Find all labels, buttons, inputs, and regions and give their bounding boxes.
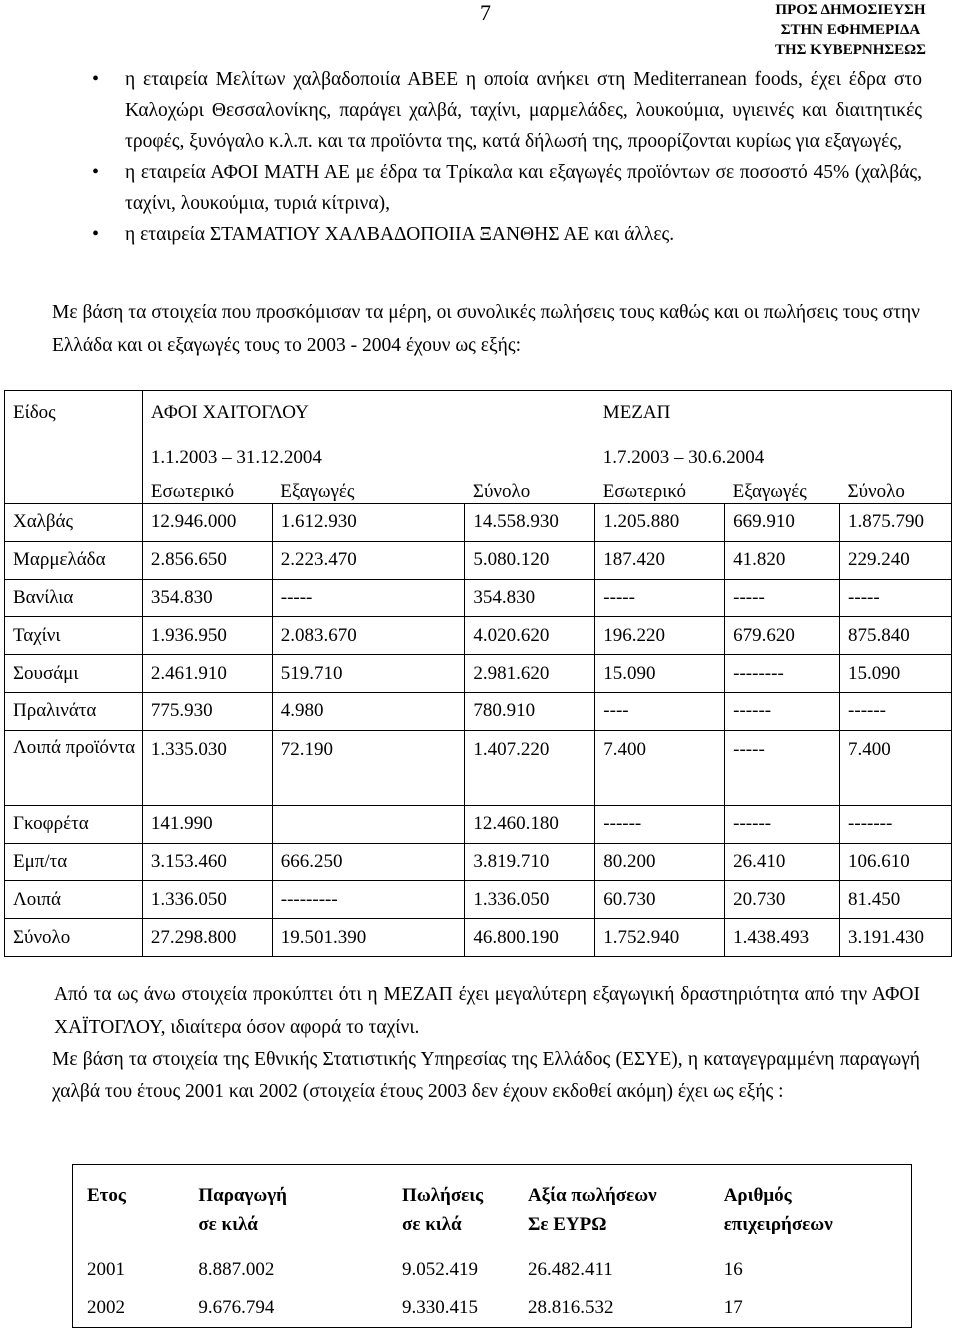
- table-cell: 12.946.000: [142, 504, 272, 542]
- table-cell: -----: [725, 730, 840, 805]
- table-row: [5, 881, 952, 919]
- sub-header: Εσωτερικό: [595, 469, 725, 504]
- table-row: [5, 692, 952, 730]
- column-header: Παραγωγή σε κιλά: [198, 1185, 287, 1235]
- stamp-line: ΤΗΣ ΚΥΒΕΡΝΗΣΕΩΣ: [774, 42, 926, 58]
- table-cell: 72.190: [272, 730, 465, 805]
- table-cell: 26.410: [725, 843, 840, 881]
- table-cell: 519.710: [272, 655, 465, 693]
- page-number: 7: [480, 0, 491, 25]
- row-label: Εμπ/τα: [5, 843, 143, 881]
- table-cell: 3.153.460: [142, 843, 272, 881]
- table-cell: 46.800.190: [465, 919, 595, 957]
- table-cell: ------: [840, 692, 952, 730]
- table-cell: 17: [723, 1297, 743, 1318]
- table-cell: 1.407.220: [465, 730, 595, 805]
- table-cell: 666.250: [272, 843, 465, 881]
- table-row: [73, 1251, 912, 1289]
- table-cell: 12.460.180: [465, 805, 595, 843]
- table-row: [5, 541, 952, 579]
- table-cell: 15.090: [595, 655, 725, 693]
- company-a-period: 1.1.2003 – 31.12.2004: [150, 447, 322, 468]
- table-cell: 1.752.940: [595, 919, 725, 957]
- table-cell: 2.981.620: [465, 655, 595, 693]
- row-label: Σουσάμι: [5, 655, 143, 693]
- column-header: Ετος: [87, 1185, 126, 1206]
- company-bullet-list: [52, 64, 922, 250]
- production-table: [72, 1164, 912, 1328]
- table-cell: ---------: [272, 881, 465, 919]
- table-cell: 775.930: [142, 692, 272, 730]
- table-cell: 3.191.430: [840, 919, 952, 957]
- publication-stamp: [775, 0, 926, 60]
- table-cell: ------: [595, 805, 725, 843]
- table-row: [5, 579, 952, 617]
- table-cell: 26.482.411: [527, 1259, 613, 1280]
- table-cell: 28.816.532: [527, 1297, 614, 1318]
- table-row: [5, 919, 952, 957]
- table-cell: 81.450: [840, 881, 952, 919]
- table-row: [5, 805, 952, 843]
- table-row: [5, 617, 952, 655]
- row-label: Πραλινάτα: [5, 692, 143, 730]
- table-cell: 1.875.790: [840, 504, 952, 542]
- table-cell: 41.820: [725, 541, 840, 579]
- table-cell: 80.200: [595, 843, 725, 881]
- table-row: [5, 730, 952, 805]
- table-cell: 354.830: [465, 579, 595, 617]
- table-row: [5, 843, 952, 881]
- table-cell: 60.730: [595, 881, 725, 919]
- table-cell: 27.298.800: [142, 919, 272, 957]
- company-b-name: ΜΕΖΑΠ: [595, 391, 952, 436]
- table-cell: 196.220: [595, 617, 725, 655]
- row-label: Λοιπά προϊόντα: [5, 730, 143, 805]
- table-cell: --------: [725, 655, 840, 693]
- table-cell: 1.336.050: [465, 881, 595, 919]
- table-cell: 1.612.930: [272, 504, 465, 542]
- column-header: Αξία πωλήσεων Σε ΕΥΡΩ: [527, 1185, 657, 1235]
- table-cell: 5.080.120: [465, 541, 595, 579]
- table-cell: 1.335.030: [142, 730, 272, 805]
- table-cell: 16: [723, 1259, 743, 1280]
- table-cell: ------: [725, 692, 840, 730]
- stamp-line: ΣΤΗΝ ΕΦΗΜΕΡΙΔΑ: [780, 22, 921, 38]
- row-label: Μαρμελάδα: [5, 541, 143, 579]
- table-cell: 3.819.710: [465, 843, 595, 881]
- company-a-name: ΑΦΟΙ ΧΑΙΤΟΓΛΟΥ: [142, 391, 594, 436]
- table-cell: -------: [840, 805, 952, 843]
- table-cell: 669.910: [725, 504, 840, 542]
- table-cell: 187.420: [595, 541, 725, 579]
- column-header: Πωλήσεις σε κιλά: [402, 1185, 484, 1235]
- table-cell: 14.558.930: [465, 504, 595, 542]
- table-cell: [272, 805, 465, 843]
- table-cell: 2.083.670: [272, 617, 465, 655]
- bullet-item: • η εταιρεία ΣΤΑΜΑΤΙΟΥ ΧΑΛΒΑΔΟΠΟΙΙΑ ΞΑΝΘΗΣ ΑΕ και άλλες.: [52, 219, 922, 250]
- row-label: Γκοφρέτα: [5, 805, 143, 843]
- table-row: [5, 504, 952, 542]
- row-label: Χαλβάς: [5, 504, 143, 542]
- table-row: [73, 1289, 912, 1328]
- table-cell: 106.610: [840, 843, 952, 881]
- table-cell: -----: [595, 579, 725, 617]
- table-cell: 7.400: [840, 730, 952, 805]
- table-cell: -----: [272, 579, 465, 617]
- table-cell: 780.910: [465, 692, 595, 730]
- table-cell: 4.980: [272, 692, 465, 730]
- table-cell: 9.052.419: [402, 1259, 479, 1280]
- sub-header: Εξαγωγές: [272, 469, 465, 504]
- esye-paragraph: Με βάση τα στοιχεία της Εθνικής Στατιστικής Υπηρεσίας της Ελλάδος (ΕΣΥΕ), η καταγεγραμμένη παραγωγή χαλβά του έτους 2001 και 2002 (στοιχεία έτους 2003 δεν έχουν εκδοθεί ακόμη) έχει ως εξής :: [52, 1049, 920, 1102]
- table-cell: 2.223.470: [272, 541, 465, 579]
- row-label: Λοιπά: [5, 881, 143, 919]
- table-cell: 1.205.880: [595, 504, 725, 542]
- table-cell: 1.936.950: [142, 617, 272, 655]
- table-cell: 1.336.050: [142, 881, 272, 919]
- table-cell: 19.501.390: [272, 919, 465, 957]
- table-cell: 141.990: [142, 805, 272, 843]
- table-cell: -----: [725, 579, 840, 617]
- company-b-period: 1.7.2003 – 30.6.2004: [595, 435, 952, 469]
- table-row: [5, 655, 952, 693]
- sub-header: Σύνολο: [840, 469, 952, 504]
- sub-header: Εξαγωγές: [725, 469, 840, 504]
- table-cell: ------: [725, 805, 840, 843]
- table-cell: 2.461.910: [142, 655, 272, 693]
- sales-table: [4, 390, 952, 957]
- kind-header: Είδος: [5, 391, 143, 436]
- table-cell: 229.240: [840, 541, 952, 579]
- table-cell: 875.840: [840, 617, 952, 655]
- table-cell: 7.400: [595, 730, 725, 805]
- table-cell: 2.856.650: [142, 541, 272, 579]
- table-cell: 9.676.794: [198, 1297, 275, 1318]
- table-cell: 15.090: [840, 655, 952, 693]
- table-cell: 4.020.620: [465, 617, 595, 655]
- conclusion-paragraph: Από τα ως άνω στοιχεία προκύπτει ότι η ΜΕΖΑΠ έχει μεγαλύτερη εξαγωγική δραστηριότητα από την ΑΦΟΙ ΧΑΪΤΟΓΛΟΥ, ιδιαίτερα όσον αφορά το ταχίνι.: [54, 984, 920, 1038]
- bullet-item: • η εταιρεία ΑΦΟΙ ΜΑΤΗ ΑΕ με έδρα τα Τρίκαλα και εξαγωγές προϊόντων σε ποσοστό 45% (χαλβάς, ταχίνι, λουκούμια, τυριά κίτρινα),: [52, 157, 922, 219]
- table-cell: 354.830: [142, 579, 272, 617]
- table-cell: 2001: [87, 1259, 125, 1280]
- row-label: Ταχίνι: [5, 617, 143, 655]
- table-cell: 2002: [87, 1297, 125, 1318]
- intro-paragraph: Με βάση τα στοιχεία που προσκόμισαν τα μέρη, οι συνολικές πωλήσεις τους καθώς και οι πωλήσεις τους στην Ελλάδα και οι εξαγωγές τους το 2003 - 2004 έχουν ως εξής:: [52, 302, 920, 356]
- table-cell: 20.730: [725, 881, 840, 919]
- row-label: Βανίλια: [5, 579, 143, 617]
- table-cell: ----: [595, 692, 725, 730]
- table-cell: 8.887.002: [198, 1259, 275, 1280]
- bullet-item: • η εταιρεία Μελίτων χαλβαδοποιία ΑΒΕΕ η οποία ανήκει στη Mediterranean foods, έχει έδρα στο Καλοχώρι Θεσσαλονίκης, παράγει χαλβά, ταχίνι, μαρμελάδες, λουκούμια, υγιεινές και διαιτητικές τροφές, ξυνόγαλο κ.λ.π. και τα προϊόντα της, κατά δήλωσή της, προορίζονται κυρίως για εξαγωγές,: [52, 64, 922, 157]
- table-cell: 1.438.493: [725, 919, 840, 957]
- table-cell: 9.330.415: [402, 1297, 479, 1318]
- sub-header: Σύνολο: [465, 469, 595, 504]
- sub-header: Εσωτερικό: [142, 469, 272, 504]
- table-cell: -----: [840, 579, 952, 617]
- table-cell: 679.620: [725, 617, 840, 655]
- stamp-line: ΠΡΟΣ ΔΗΜΟΣΙΕΥΣΗ: [775, 2, 926, 18]
- row-label: Σύνολο: [5, 919, 143, 957]
- column-header: Αριθμός επιχειρήσεων: [723, 1185, 833, 1235]
